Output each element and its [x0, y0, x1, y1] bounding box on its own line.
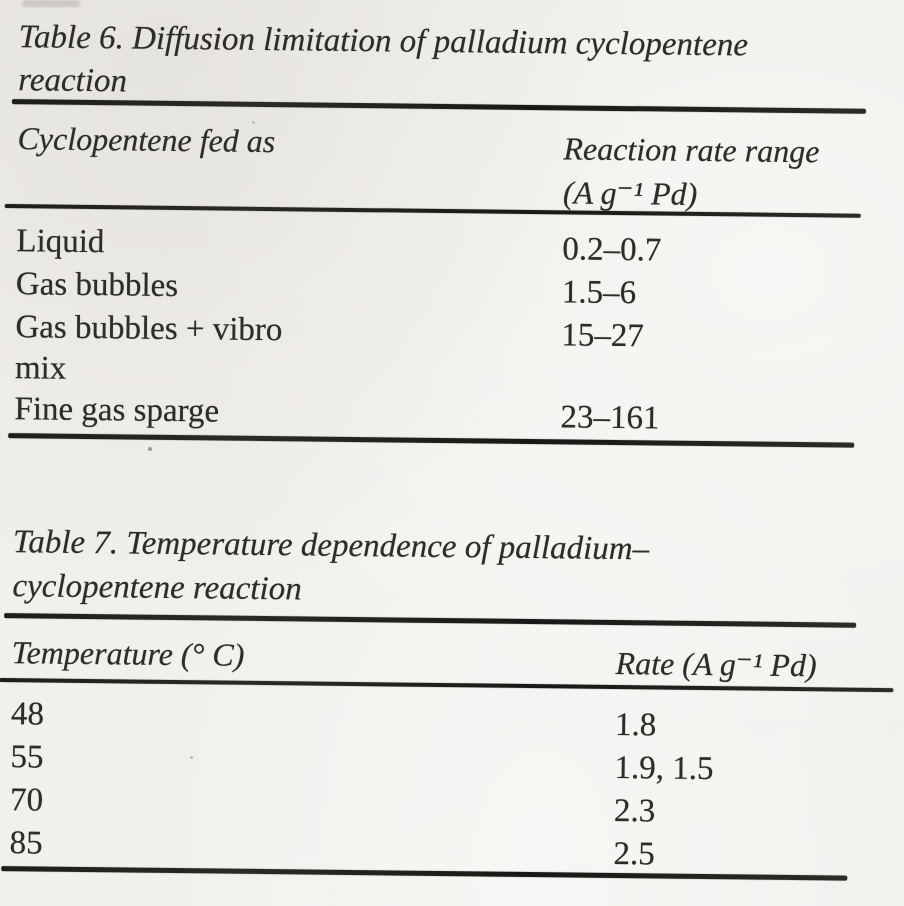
table-row: [15, 307, 878, 399]
rate-range-cell: 23–161: [560, 399, 660, 437]
temperature-cell: 70: [9, 782, 44, 819]
table-7-col2-header: Rate (A g⁻¹ Pd): [615, 644, 817, 684]
table-6-caption-line-1: Table 6. Diffusion limitation of palladium cyclopentene: [18, 19, 749, 64]
table-6: [5, 0, 904, 437]
rate-cell: 1.8: [614, 706, 657, 744]
rate-range-cell: 15–27: [561, 317, 645, 355]
table-6-col1-header: Cyclopentene fed as: [17, 120, 276, 160]
temperature-cell: 48: [10, 696, 45, 733]
fed-as-cell: Gas bubbles: [15, 266, 179, 305]
table-7-col1-header: Temperature (° C): [11, 634, 245, 673]
rate-cell: 2.3: [613, 792, 656, 830]
table-7-top-rule: [4, 613, 856, 628]
table-6-body: [14, 221, 878, 448]
rate-cell: 2.5: [613, 835, 655, 873]
table-6-col2-header-line-1: Reaction rate range: [563, 130, 820, 170]
temperature-cell: 55: [10, 739, 44, 776]
rate-cell: 1.9, 1.5: [614, 749, 714, 788]
table-6-caption-line-2: reaction: [18, 62, 128, 100]
rate-range-cell: 0.2–0.7: [562, 231, 662, 269]
table-6-col2-header: [563, 126, 820, 217]
table-7-caption-line-2: cyclopentene reaction: [12, 568, 302, 608]
table-7-caption-line-1: Table 7. Temperature dependence of palladium–: [12, 524, 650, 568]
fed-as-cell: Liquid: [16, 223, 105, 261]
table-6-caption: [18, 16, 748, 110]
fed-as-cell: Fine gas sparge: [14, 391, 220, 430]
table-7-body: [9, 694, 873, 876]
rate-range-cell: 1.5–6: [561, 274, 637, 312]
temperature-cell: 85: [9, 825, 43, 862]
fed-as-cell: Gas bubbles + vibro mix: [14, 309, 283, 387]
table-6-col2-header-line-2: (A g⁻¹ Pd): [562, 174, 698, 212]
table-7-caption: [12, 520, 649, 615]
